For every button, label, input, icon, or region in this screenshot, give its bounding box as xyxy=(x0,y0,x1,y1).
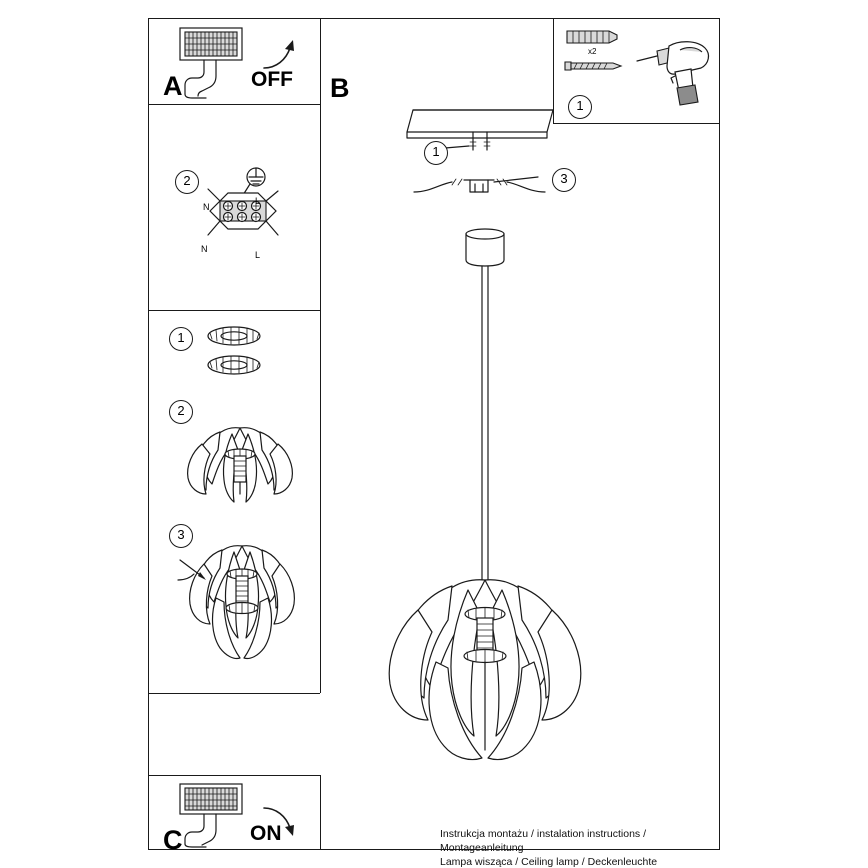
shade-panel-right-divider xyxy=(320,310,321,693)
main-callout-3: 3 xyxy=(552,168,576,192)
main-callout-1: 1 xyxy=(424,141,448,165)
lock-nut-lower xyxy=(208,356,260,374)
section-a-switch-label: OFF xyxy=(251,68,293,91)
lock-nut-upper xyxy=(208,327,260,345)
footer-text-block xyxy=(440,827,710,868)
frame-top-edge xyxy=(148,18,720,19)
section-c-letter: C xyxy=(163,825,183,855)
frame-left-edge xyxy=(148,18,149,850)
terminal-label-l-top: L xyxy=(255,196,261,206)
light-switch-on-illustration xyxy=(172,782,322,848)
terminal-block-illustration xyxy=(198,163,298,278)
ceiling-mounting-plate xyxy=(395,98,565,158)
footer-line-2: Lampa wisząca / Ceiling lamp / Deckenleuchte xyxy=(440,856,658,868)
section-a-letter: A xyxy=(163,71,183,101)
screw-icon xyxy=(563,58,625,74)
quick-connector xyxy=(412,170,547,206)
shade-step-3-illustration xyxy=(176,532,311,682)
terminal-label-l-bottom: L xyxy=(255,250,261,260)
wall-plug-icon xyxy=(563,26,623,48)
section-c-switch-label: ON xyxy=(250,822,282,845)
tools-quantity-label: x2 xyxy=(588,47,597,56)
tools-panel-bottom-divider xyxy=(553,123,719,124)
section-b-letter: B xyxy=(330,73,350,103)
pendant-lamp-illustration xyxy=(360,228,610,758)
wiring-panel-right-divider xyxy=(320,104,321,310)
section-c-top-divider xyxy=(148,775,320,776)
footer-line-1: Instrukcja montażu / instalation instructions / Montageanleitung xyxy=(440,828,647,854)
frame-right-edge xyxy=(719,18,720,850)
shade-step-2-illustration xyxy=(176,410,306,516)
tools-step-number: 1 xyxy=(568,95,592,119)
shade-panel-bottom-divider xyxy=(148,693,320,694)
wiring-step-number: 2 xyxy=(175,170,199,194)
shade-step-3-number: 3 xyxy=(169,524,193,548)
shade-step-1-illustration xyxy=(200,322,270,382)
section-a-bottom-divider xyxy=(148,104,320,105)
light-switch-off-illustration xyxy=(172,24,322,100)
shade-step-2-number: 2 xyxy=(169,400,193,424)
shade-step-1-number: 1 xyxy=(169,327,193,351)
wiring-panel-bottom-divider xyxy=(148,310,320,311)
terminal-label-n-bottom: N xyxy=(201,244,208,254)
drill-driver-icon xyxy=(635,38,713,110)
terminal-label-n-top: N xyxy=(203,202,210,212)
